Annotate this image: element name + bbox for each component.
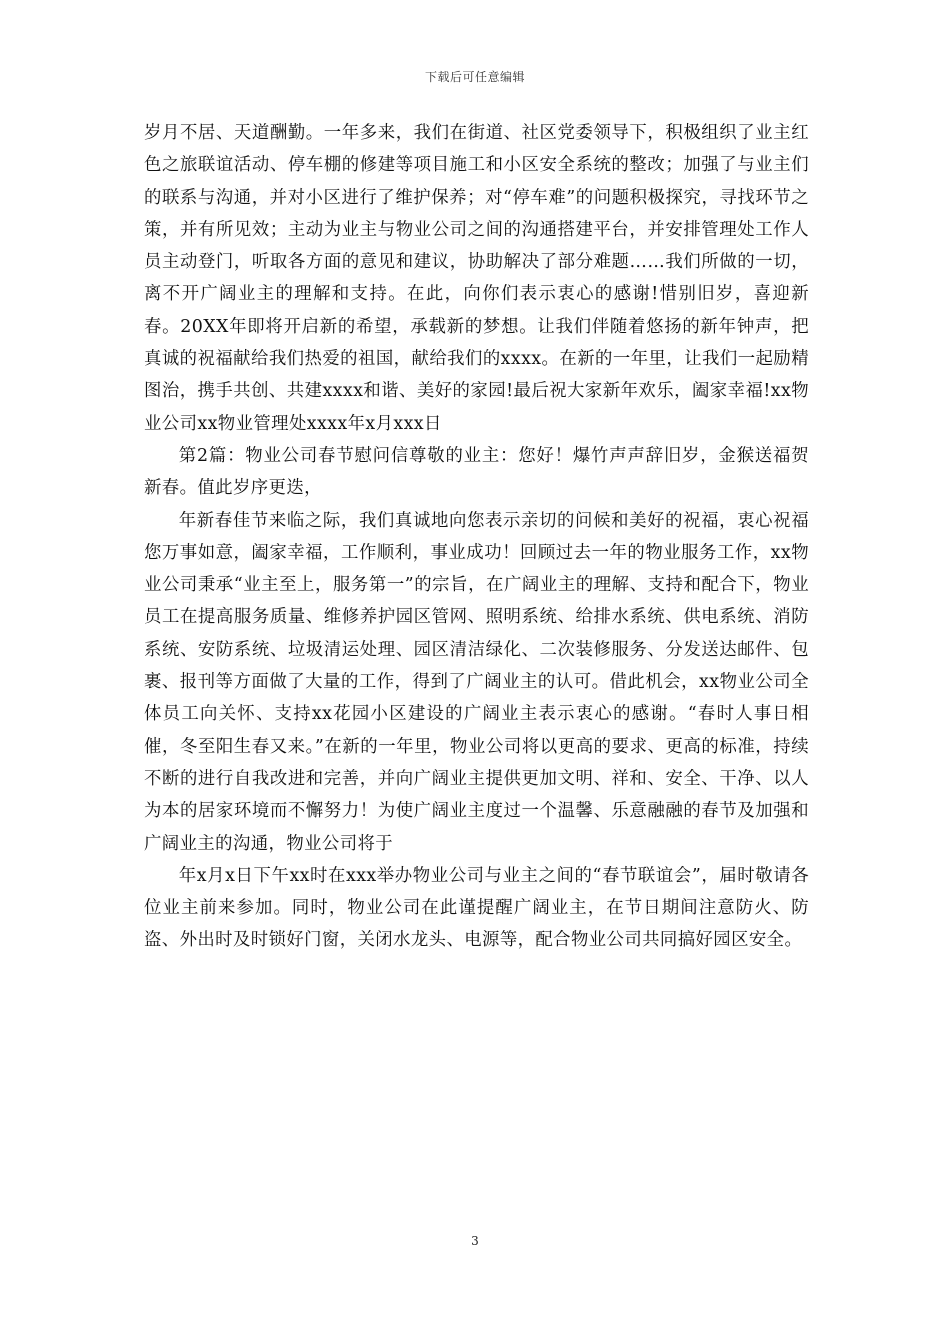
paragraph-4: 年x月x日下午xx时在xxx举办物业公司与业主之间的“春节联谊会”，届时敬请各位业主前来参加。同时，物业公司在此谨提醒广阔业主，在节日期间注意防火、防盗、外出时及时锁好门窗，关闭水龙头、电源等，配合物业公司共同搞好园区安全。 (144, 865, 809, 951)
document-body (144, 117, 809, 957)
paragraph-1: 岁月不居、天道酬勤。一年多来，我们在街道、社区党委领导下，积极组织了业主红色之旅联谊活动、停车棚的修建等项目施工和小区安全系统的整改；加强了与业主们的联系与沟通，并对小区进行了维护保养；对“停车难”的问题积极探究，寻找环节之策，并有所见效；主动为业主与物业公司之间的沟通搭建平台，并安排管理处工作人员主动登门，听取各方面的意见和建议，协助解决了部分难题……我们所做的一切，离不开广阔业主的理解和支持。在此，向你们表示衷心的感谢!惜别旧岁，喜迎新春。20XX年即将开启新的希望，承载新的梦想。让我们伴随着悠扬的新年钟声，把真诚的祝福献给我们热爱的祖国，献给我们的xxxx。在新的一年里，让我们一起励精图治，携手共创、共建xxxx和谐、美好的家园!最后祝大家新年欢乐，阖家幸福!xx物业公司xx物业管理处xxxx年x月xxx日 (144, 123, 809, 434)
page-header: 下载后可任意编辑 (424, 70, 525, 84)
page-number: 3 (471, 1234, 479, 1248)
paragraph-2: 第2篇：物业公司春节慰问信尊敬的业主：您好！爆竹声声辞旧岁，金猴送福贺新春。值此岁序更迭， (144, 445, 809, 499)
paragraph-3: 年新春佳节来临之际，我们真诚地向您表示亲切的问候和美好的祝福，衷心祝福您万事如意，阖家幸福，工作顺利，事业成功！回顾过去一年的物业服务工作，xx物业公司秉承“业主至上，服务第一”的宗旨，在广阔业主的理解、支持和配合下，物业员工在提高服务质量、维修养护园区管网、照明系统、给排水系统、供电系统、消防系统、安防系统、垃圾清运处理、园区清洁绿化、二次装修服务、分发送达邮件、包裹、报刊等方面做了大量的工作，得到了广阔业主的认可。借此机会，xx物业公司全体员工向关怀、支持xx花园小区建设的广阔业主表示衷心的感谢。“春时人事日相催，冬至阳生春又来。”在新的一年里，物业公司将以更高的要求、更高的标准，持续不断的进行自我改进和完善，并向广阔业主提供更加文明、祥和、安全、干净、以人为本的居家环境而不懈努力！为使广阔业主度过一个温馨、乐意融融的春节及加强和广阔业主的沟通，物业公司将于 (144, 510, 809, 854)
